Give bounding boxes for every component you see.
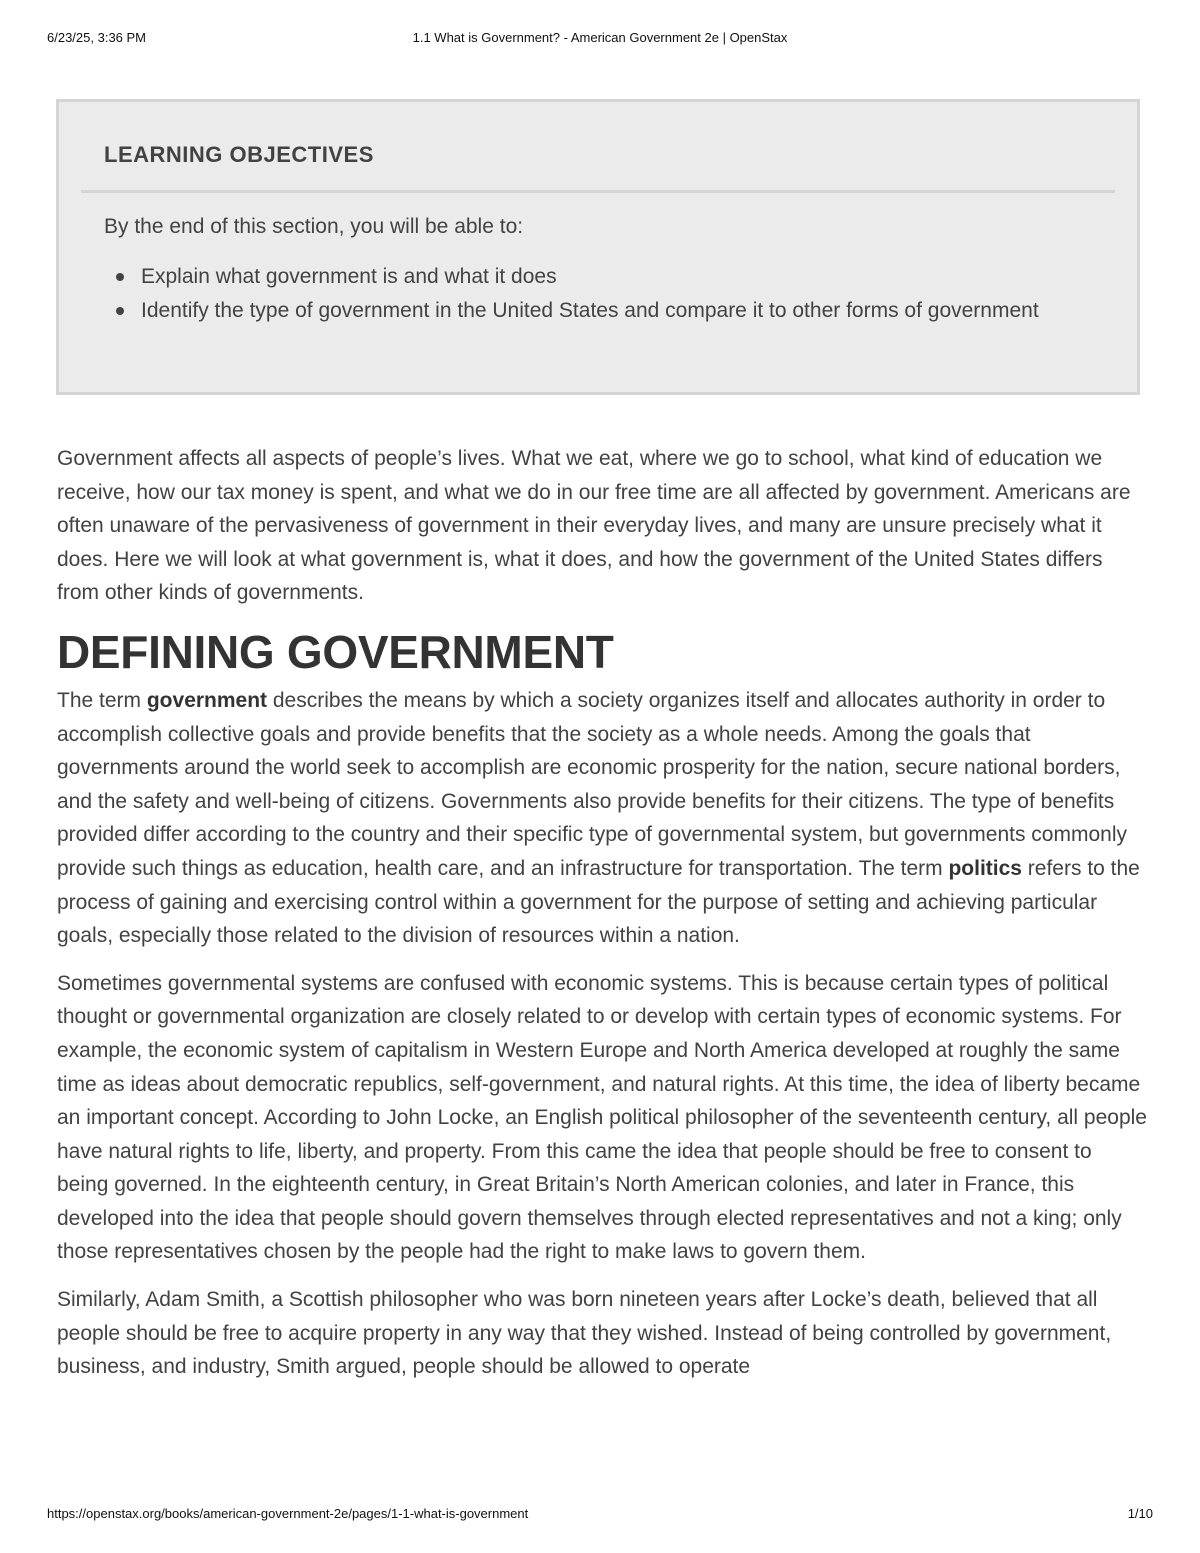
key-term-government: government: [146, 688, 268, 712]
objectives-divider: [81, 190, 1115, 193]
learning-objectives-box: [56, 99, 1140, 395]
objectives-list: [104, 260, 1094, 328]
intro-paragraph: Government affects all aspects of people’s lives. What we eat, where we go to school, what kind of education we receive, how our tax money is spent, and what we do in our free time are all affected by government. Americans are often unaware of the pervasiveness of government in their everyday lives, and many are unsure precisely what it does. Here we will look at what government is, what it does, and how the government of the United States differs from other kinds of governments.: [57, 447, 1131, 605]
print-url: https://openstax.org/books/american-government-2e/pages/1-1-what-is-government: [47, 1506, 529, 1521]
print-footer: [0, 1506, 1200, 1524]
print-header: [0, 30, 1200, 48]
main-content: [57, 442, 1147, 1398]
print-date: 6/23/25, 3:36 PM: [47, 30, 147, 45]
objective-item: Explain what government is and what it does: [104, 260, 1094, 294]
page-number: 1/10: [1127, 1506, 1153, 1521]
objective-item: Identify the type of government in the United States and compare it to other forms of government: [104, 294, 1094, 328]
adam-smith-paragraph: Similarly, Adam Smith, a Scottish philosopher who was born nineteen years after Locke’s death, believed that all people should be free to acquire property in any way that they wished. Instead of being controlled by government, business, and industry, Smith argued, people should be allowed to operate: [57, 1288, 1112, 1379]
objectives-title: LEARNING OBJECTIVES: [104, 142, 374, 167]
definition-paragraph: [57, 684, 1147, 953]
print-page-title: 1.1 What is Government? - American Government 2e | OpenStax: [412, 30, 788, 45]
text-run: describes the means by which a society organizes itself and allocates authority in order to accomplish collective goals and provide benefits that the society as a whole needs. Among the goals that governments around the world seek to accomplish are economic prosperity for the nation, secure national borders, and the safety and well-being of citizens. Governments also provide benefits for their citizens. The type of benefits provided differ according to the country and their specific type of governmental system, but governments commonly provide such things as education, health care, and an infrastructure for transportation. The term: [57, 688, 1127, 880]
key-term-politics: politics: [948, 856, 1022, 880]
economic-systems-paragraph: Sometimes governmental systems are confused with economic systems. This is because certain types of political thought or governmental organization are closely related to or develop with certain types of economic systems. For example, the economic system of capitalism in Western Europe and North America developed at roughly the same time as ideas about democratic republics, self-government, and natural rights. At this time, the idea of liberty became an important concept. According to John Locke, an English political philosopher of the seventeenth century, all people have natural rights to life, liberty, and property. From this came the idea that people should be free to consent to being governed. In the eighteenth century, in Great Britain’s North American colonies, and later in France, this developed into the idea that people should govern themselves through elected representatives and not a king; only those representatives chosen by the people had the right to make laws to govern them.: [57, 971, 1147, 1264]
objectives-intro: By the end of this section, you will be able to:: [104, 215, 524, 238]
section-heading: DEFINING GOVERNMENT: [57, 625, 614, 678]
text-run: The term: [57, 688, 147, 712]
text-run: refers to the process of gaining and exercising control within a government for the purpose of setting and achieving particular goals, especially those related to the division of resources within a nation.: [57, 856, 1140, 948]
